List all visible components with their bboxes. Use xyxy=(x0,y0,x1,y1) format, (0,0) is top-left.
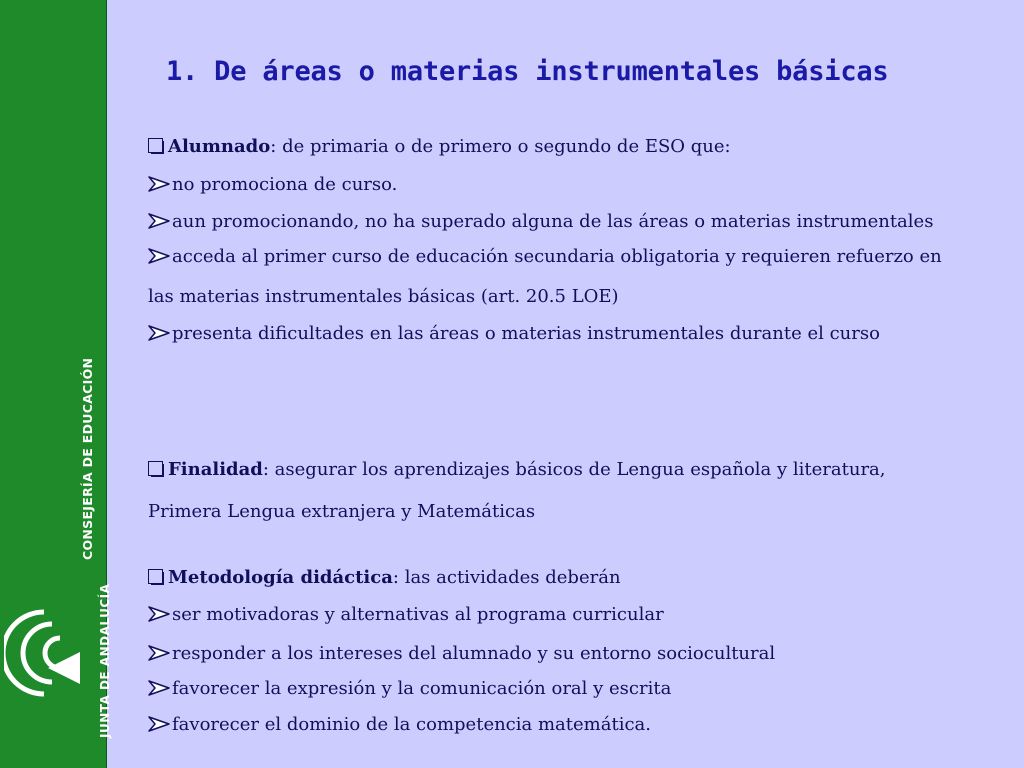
alumnado-item-1: no promociona de curso. xyxy=(172,174,398,195)
list-item xyxy=(148,680,671,698)
junta-name: JUNTA DE ANDALUCÍA xyxy=(98,583,112,738)
org-name: CONSEJERÍA DE EDUCACIÓN xyxy=(80,357,95,560)
checkbox-bullet-icon xyxy=(148,461,163,476)
junta-de-andalucia-logo-icon xyxy=(4,608,82,698)
metodologia-heading xyxy=(148,569,621,587)
arrow-bullet-icon xyxy=(148,248,170,264)
checkbox-bullet-icon xyxy=(148,138,163,153)
arrow-bullet-icon xyxy=(148,645,170,661)
list-item xyxy=(148,325,880,343)
sidebar xyxy=(0,0,112,768)
alumnado-label: Alumnado xyxy=(168,136,271,157)
metodologia-item-4: favorecer el dominio de la competencia matemática. xyxy=(172,714,651,735)
list-item xyxy=(148,176,397,194)
alumnado-text: : de primaria o de primero o segundo de ESO que: xyxy=(270,136,731,157)
list-item xyxy=(148,248,942,266)
arrow-bullet-icon xyxy=(148,176,170,192)
metodologia-text: : las actividades deberán xyxy=(392,567,621,588)
metodologia-item-1: ser motivadoras y alternativas al programa curricular xyxy=(172,604,664,625)
alumnado-item-3: acceda al primer curso de educación secundaria obligatoria y requieren refuerzo en xyxy=(172,246,942,267)
arrow-bullet-icon xyxy=(148,680,170,696)
metodologia-item-3: favorecer la expresión y la comunicación oral y escrita xyxy=(172,678,672,699)
alumnado-heading xyxy=(148,138,731,156)
list-item xyxy=(148,606,664,624)
finalidad-text: : asegurar los aprendizajes básicos de Lengua española y literatura, xyxy=(262,459,886,480)
arrow-bullet-icon xyxy=(148,606,170,622)
list-item xyxy=(148,213,933,231)
arrow-bullet-icon xyxy=(148,716,170,732)
finalidad-continuation: Primera Lengua extranjera y Matemáticas xyxy=(148,501,536,522)
arrow-bullet-icon xyxy=(148,325,170,341)
finalidad-label: Finalidad xyxy=(168,459,263,480)
arrow-bullet-icon xyxy=(148,213,170,229)
alumnado-item-4: presenta dificultades en las áreas o materias instrumentales durante el curso xyxy=(172,323,880,344)
checkbox-bullet-icon xyxy=(148,569,163,584)
list-item xyxy=(148,716,651,734)
list-item xyxy=(148,645,775,663)
slide-title: 1. De áreas o materias instrumentales básicas xyxy=(166,56,889,87)
finalidad-heading xyxy=(148,461,886,479)
metodologia-label: Metodología didáctica xyxy=(168,567,393,588)
alumnado-item-2: aun promocionando, no ha superado alguna de las áreas o materias instrumentales xyxy=(172,211,934,232)
alumnado-continuation: las materias instrumentales básicas (art. 20.5 LOE) xyxy=(148,286,619,307)
metodologia-item-2: responder a los intereses del alumnado y su entorno sociocultural xyxy=(172,643,776,664)
